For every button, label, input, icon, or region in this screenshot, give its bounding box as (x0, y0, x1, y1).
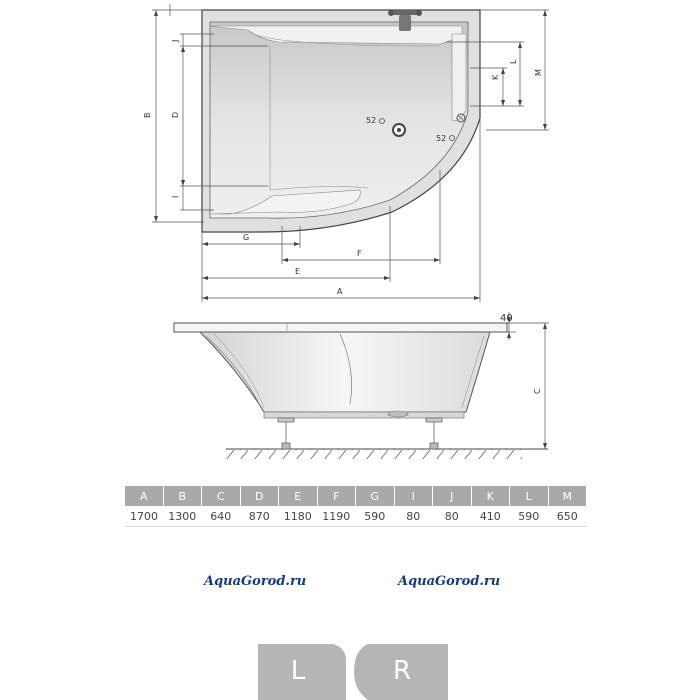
watermark-right: AquaGorod.ru (398, 574, 501, 589)
table-value-cell: 640 (202, 506, 241, 527)
label-d: D (171, 111, 180, 118)
table-header-cell: A (125, 486, 163, 506)
variant-right-tab[interactable] (354, 644, 448, 700)
drain-callout-1: 52 (366, 116, 377, 125)
table-value-cell: 80 (394, 506, 433, 527)
label-k: K (491, 74, 500, 80)
table-header-cell: C (202, 486, 241, 506)
label-m: M (534, 69, 543, 76)
table-value-cell: 590 (510, 506, 549, 527)
table-value-cell: 1190 (317, 506, 356, 527)
table-value-cell: 870 (240, 506, 279, 527)
table-header-cell: D (240, 486, 279, 506)
label-c: C (533, 388, 542, 394)
label-b: B (143, 112, 152, 118)
table-header-cell: M (548, 486, 587, 506)
drain-callout-2: 52 (436, 134, 447, 143)
label-i: I (171, 195, 180, 198)
rim-dimension: 40 (500, 313, 513, 324)
label-g: G (243, 233, 250, 242)
table-value-cell: 1700 (125, 506, 163, 527)
variant-left-label: L (290, 656, 306, 686)
label-f: F (357, 249, 362, 258)
table-value-cell: 1300 (163, 506, 202, 527)
table-header-cell: L (510, 486, 549, 506)
table-value-cell: 1180 (279, 506, 318, 527)
table-header-cell: E (279, 486, 318, 506)
table-header-cell: K (471, 486, 510, 506)
variant-left-tab[interactable] (258, 644, 346, 700)
table-value-cell: 80 (433, 506, 472, 527)
table-value-cell: 650 (548, 506, 587, 527)
table-header-cell: G (356, 486, 395, 506)
watermark-left: AquaGorod.ru (204, 574, 307, 589)
table-value-cell: 410 (471, 506, 510, 527)
table-value-cell: 590 (356, 506, 395, 527)
label-l: L (509, 59, 518, 64)
variant-right-label: R (392, 656, 412, 686)
table-header-cell: F (317, 486, 356, 506)
label-a: A (337, 287, 343, 296)
label-j: J (171, 39, 180, 42)
label-e: E (295, 267, 301, 276)
table-header-cell: I (394, 486, 433, 506)
table-header-cell: J (433, 486, 472, 506)
table-header-cell: B (163, 486, 202, 506)
